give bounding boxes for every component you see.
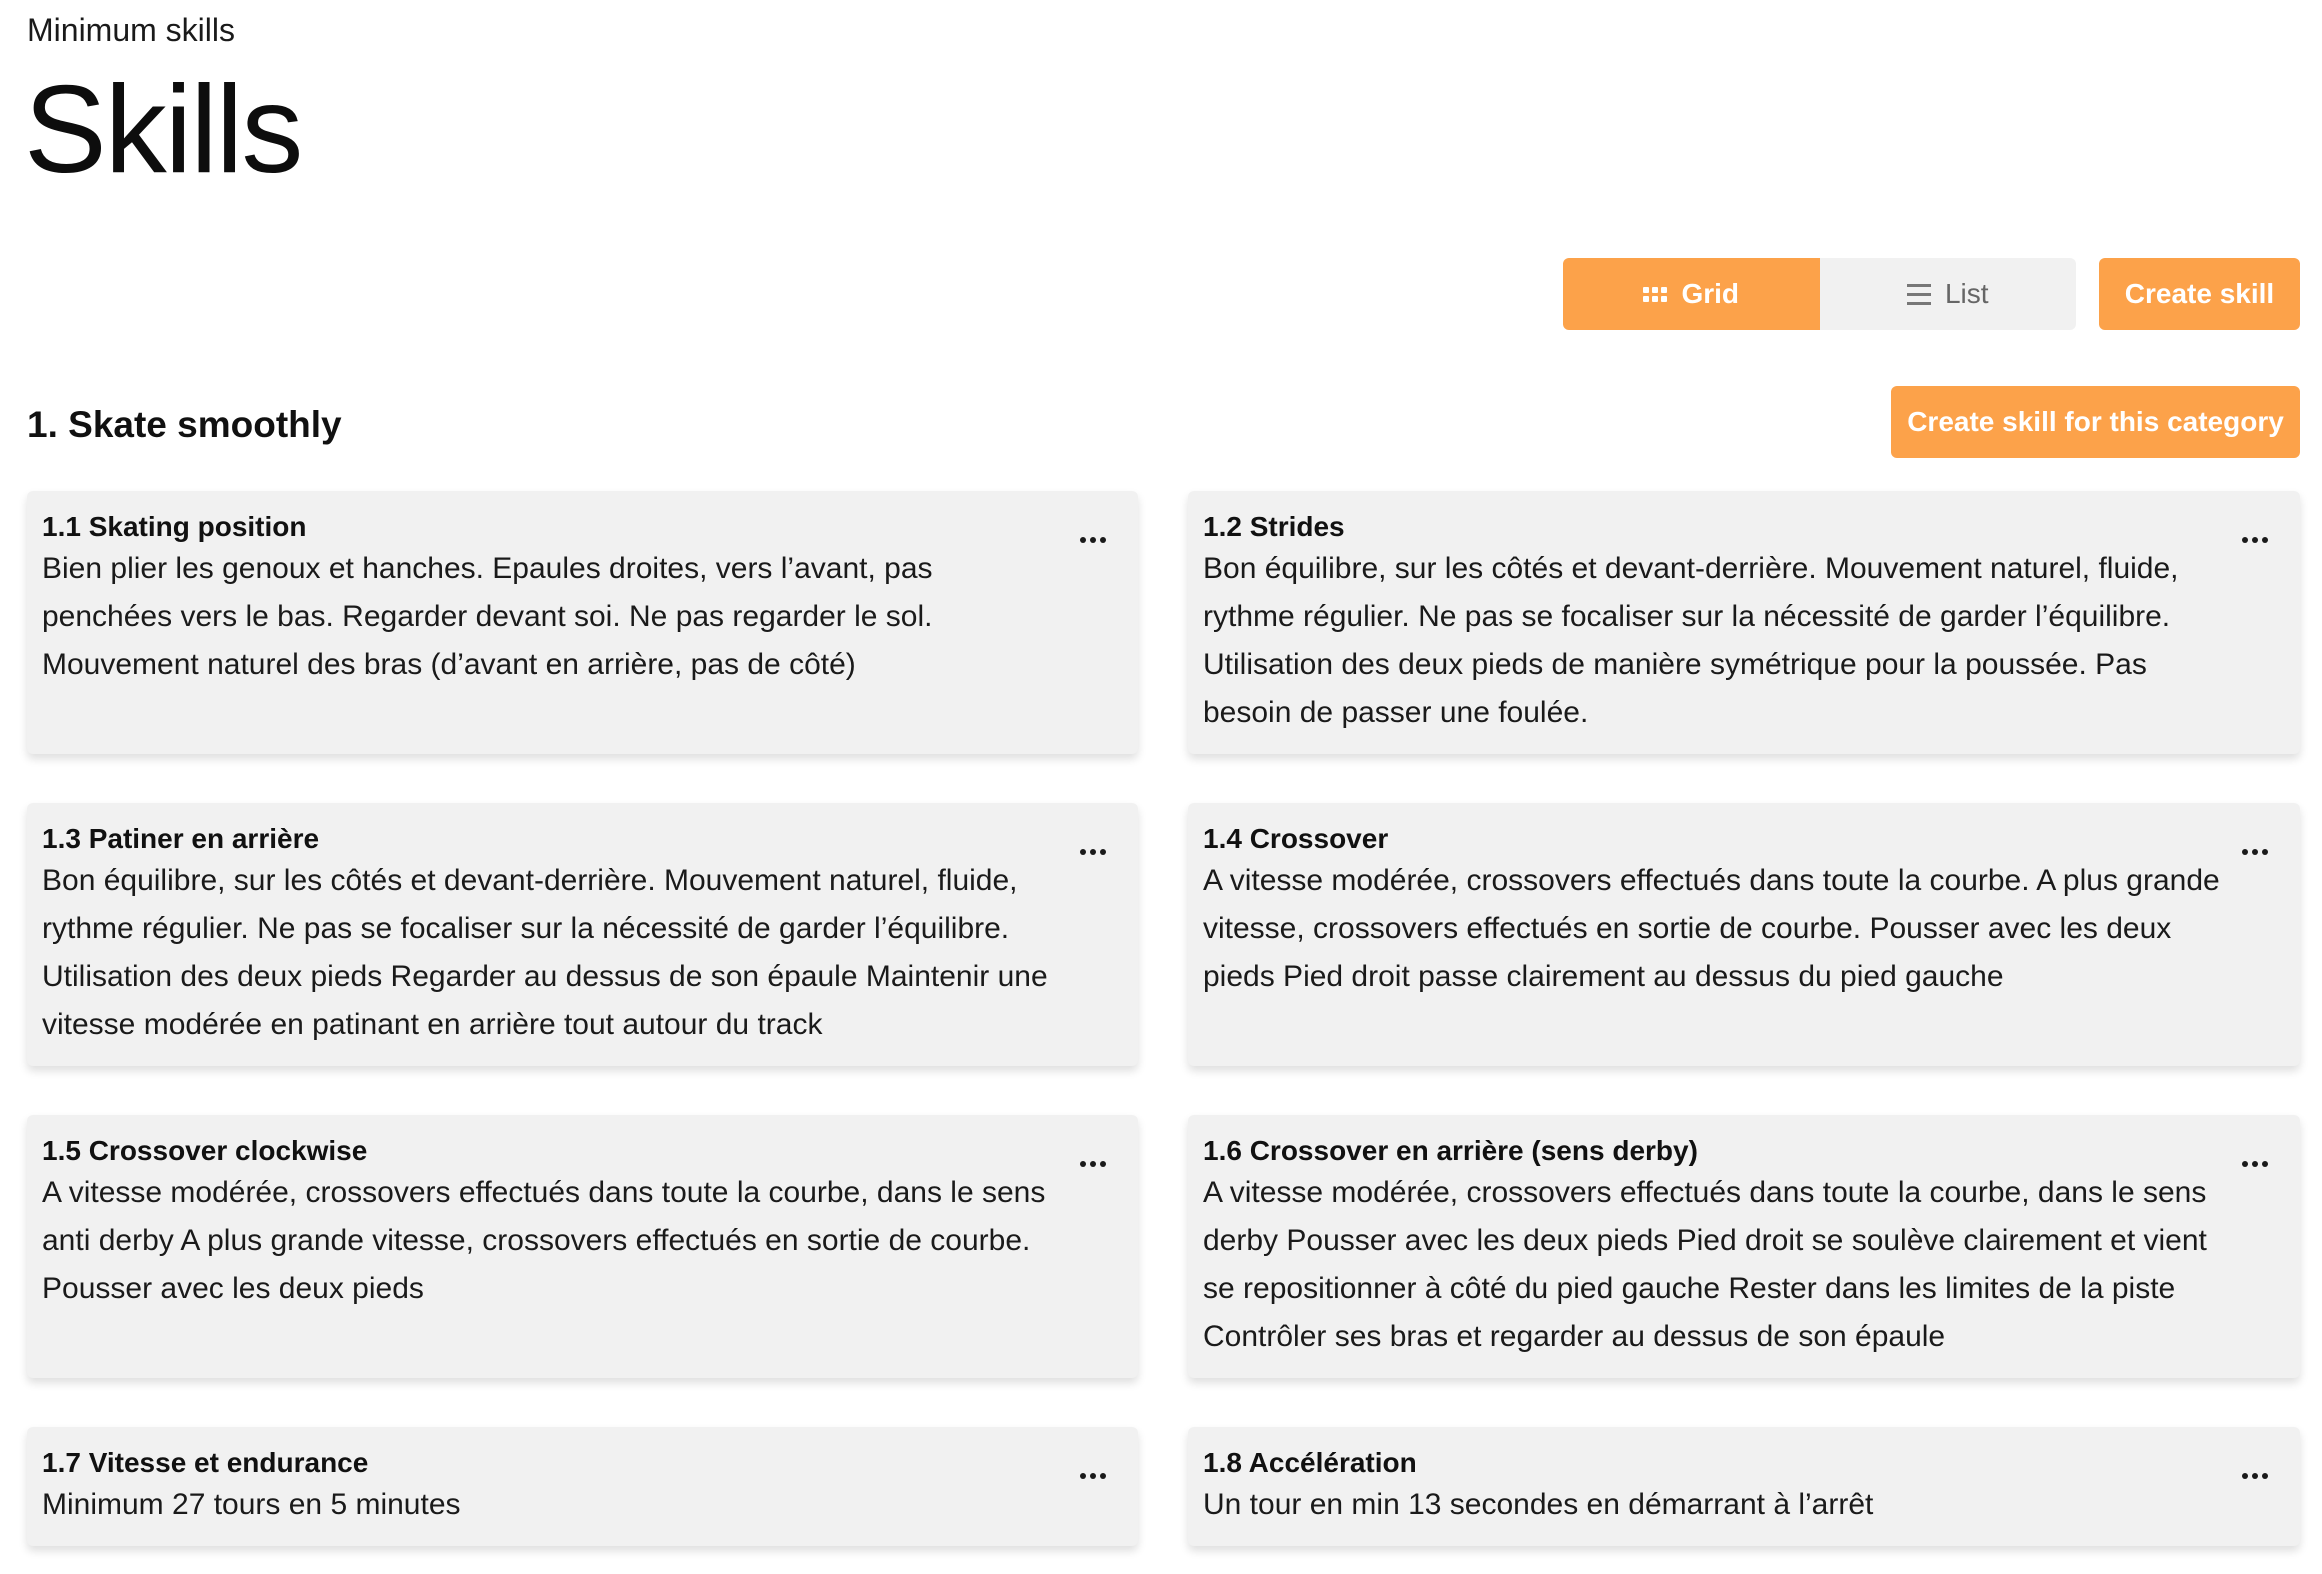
create-skill-button[interactable]: Create skill bbox=[2099, 258, 2300, 330]
skill-card-description: Bon équilibre, sur les côtés et devant-derrière. Mouvement naturel, fluide, rythme régulier. Ne pas se focaliser sur la nécessité de garder l’équilibre. Utilisation des deux pieds Regarder au dessus de son épaule Maintenir une vitesse modérée en patinant en arrière tout autour du track bbox=[42, 864, 1048, 1041]
skill-card-title: 1.5 Crossover clockwise bbox=[42, 1135, 368, 1166]
skill-card-description: Bien plier les genoux et hanches. Epaules droites, vers l’avant, pas penchées vers le bas. Regarder devant soi. Ne pas regarder le sol. Mouvement naturel des bras (d’avant en arrière, pas de côté) bbox=[42, 552, 933, 681]
list-view-label: List bbox=[1944, 278, 1989, 309]
skill-card-title: 1.3 Patiner en arrière bbox=[42, 823, 320, 854]
skill-card[interactable] bbox=[27, 1115, 1138, 1378]
skill-card-description: A vitesse modérée, crossovers effectués dans toute la courbe. A plus grande vitesse, crossovers effectués en sortie de courbe. Pousser avec les deux pieds Pied droit passe clairement au dessus du pied gauche bbox=[1203, 864, 2220, 993]
category-title: 1. Skate smoothly bbox=[27, 404, 342, 445]
more-options-icon[interactable] bbox=[1078, 843, 1108, 861]
grid-icon bbox=[1643, 287, 1667, 302]
more-options-icon[interactable] bbox=[2240, 843, 2270, 861]
more-options-icon[interactable] bbox=[2240, 531, 2270, 549]
create-skill-for-category-button[interactable]: Create skill for this category bbox=[1891, 386, 2300, 458]
skill-card[interactable] bbox=[27, 491, 1138, 754]
skill-card-title: 1.4 Crossover bbox=[1203, 823, 1389, 854]
skill-card-title: 1.6 Crossover en arrière (sens derby) bbox=[1203, 1135, 1698, 1166]
grid-view-label: Grid bbox=[1681, 278, 1740, 309]
skill-card-description: Minimum 27 tours en 5 minutes bbox=[42, 1488, 461, 1521]
skill-card-title: 1.8 Accélération bbox=[1203, 1447, 1417, 1478]
skill-card[interactable] bbox=[1188, 803, 2300, 1066]
skill-card[interactable] bbox=[27, 1427, 1138, 1546]
more-options-icon[interactable] bbox=[1078, 1467, 1108, 1485]
skill-card-description: Un tour en min 13 secondes en démarrant à l’arrêt bbox=[1203, 1488, 1874, 1521]
skill-card-title: 1.7 Vitesse et endurance bbox=[42, 1447, 369, 1478]
skill-card-description: A vitesse modérée, crossovers effectués dans toute la courbe, dans le sens anti derby A plus grande vitesse, crossovers effectués en sortie de courbe. Pousser avec les deux pieds bbox=[42, 1176, 1046, 1305]
view-toggle bbox=[1563, 258, 2076, 330]
more-options-icon[interactable] bbox=[2240, 1467, 2270, 1485]
grid-view-button[interactable] bbox=[1563, 258, 1820, 330]
skill-card[interactable] bbox=[27, 803, 1138, 1066]
list-icon bbox=[1907, 284, 1931, 305]
more-options-icon[interactable] bbox=[1078, 531, 1108, 549]
list-view-button[interactable] bbox=[1820, 258, 2077, 330]
skill-card[interactable] bbox=[1188, 1427, 2300, 1546]
skill-card-title: 1.2 Strides bbox=[1203, 511, 1345, 542]
page-title: Skills bbox=[24, 61, 302, 199]
breadcrumb: Minimum skills bbox=[27, 12, 235, 48]
skill-card-title: 1.1 Skating position bbox=[42, 511, 307, 542]
skill-card-description: Bon équilibre, sur les côtés et devant-derrière. Mouvement naturel, fluide, rythme régulier. Ne pas se focaliser sur la nécessité de garder l’équilibre. Utilisation des deux pieds de manière symétrique pour la poussée. Pas besoin de passer une foulée. bbox=[1203, 552, 2179, 729]
skill-card[interactable] bbox=[1188, 1115, 2300, 1378]
more-options-icon[interactable] bbox=[2240, 1155, 2270, 1173]
more-options-icon[interactable] bbox=[1078, 1155, 1108, 1173]
skill-card[interactable] bbox=[1188, 491, 2300, 754]
skill-card-description: A vitesse modérée, crossovers effectués dans toute la courbe, dans le sens derby Pousser avec les deux pieds Pied droit se soulève clairement et vient se repositionner à côté du pied gauche Rester dans les limites de la piste Contrôler ses bras et regarder au dessus de son épaule bbox=[1203, 1176, 2207, 1353]
